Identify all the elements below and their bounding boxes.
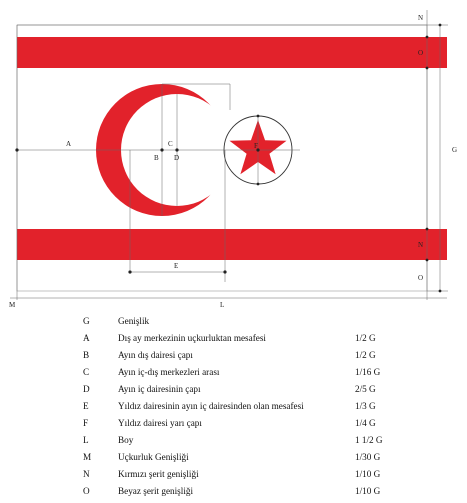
dim-label-l: L	[220, 301, 225, 309]
legend-description: Uçkurluk Genişliği	[118, 452, 189, 462]
legend-value: 2/5 G	[355, 384, 376, 394]
dim-label-f: F	[254, 142, 258, 150]
dim-label-a: A	[66, 140, 72, 148]
legend-symbol: D	[83, 384, 90, 394]
top-red-stripe	[17, 37, 447, 68]
legend-description: Yıldız dairesinin ayın iç dairesinden olan mesafesi	[118, 401, 304, 411]
dim-label-g: G	[452, 146, 458, 154]
legend-symbol: F	[83, 418, 89, 428]
dim-label-n-bottom: N	[418, 241, 424, 249]
legend-value: 1/3 G	[355, 401, 376, 411]
legend-description: Ayın dış dairesi çapı	[118, 350, 193, 360]
dim-label-e: E	[174, 262, 179, 270]
legend-value: 1/16 G	[355, 367, 381, 377]
legend-description: Yıldız dairesi yarı çapı	[118, 418, 202, 428]
dim-label-m: M	[9, 301, 16, 309]
dim-label-n-top: N	[418, 14, 424, 22]
legend-symbol: E	[83, 401, 89, 411]
legend-description: Ayın iç-dış merkezleri arası	[118, 367, 220, 377]
legend-value: 1/2 G	[355, 350, 376, 360]
legend-value: 1/4 G	[355, 418, 376, 428]
legend-header-symbol: G	[83, 316, 90, 326]
dim-label-o-bottom: O	[418, 274, 424, 282]
legend-symbol: C	[83, 367, 90, 377]
legend-description: Kırmızı şerit genişliği	[118, 469, 199, 479]
legend-value: 1/10 G	[355, 486, 381, 496]
legend-description: Boy	[118, 435, 134, 445]
legend-description: Ayın iç dairesinin çapı	[118, 384, 201, 394]
dim-label-o-top: O	[418, 49, 424, 57]
legend-symbol: N	[83, 469, 90, 479]
legend-description: Dış ay merkezinin uçkurluktan mesafesi	[118, 333, 266, 343]
legend-symbol: L	[83, 435, 89, 445]
dim-label-b: B	[154, 154, 159, 162]
dim-label-c: C	[168, 140, 173, 148]
legend-description: Beyaz şerit genişliği	[118, 486, 194, 496]
legend-symbol: O	[83, 486, 90, 496]
legend-symbol: A	[83, 333, 90, 343]
legend-symbol: B	[83, 350, 90, 360]
legend-value: 1 1/2 G	[355, 435, 383, 445]
legend-symbol: M	[83, 452, 92, 462]
bottom-red-stripe	[17, 229, 447, 260]
legend-header-title: Genişlik	[118, 316, 150, 326]
dim-label-d: D	[174, 154, 180, 162]
legend-value: 1/30 G	[355, 452, 381, 462]
legend-value: 1/2 G	[355, 333, 376, 343]
legend-value: 1/10 G	[355, 469, 381, 479]
